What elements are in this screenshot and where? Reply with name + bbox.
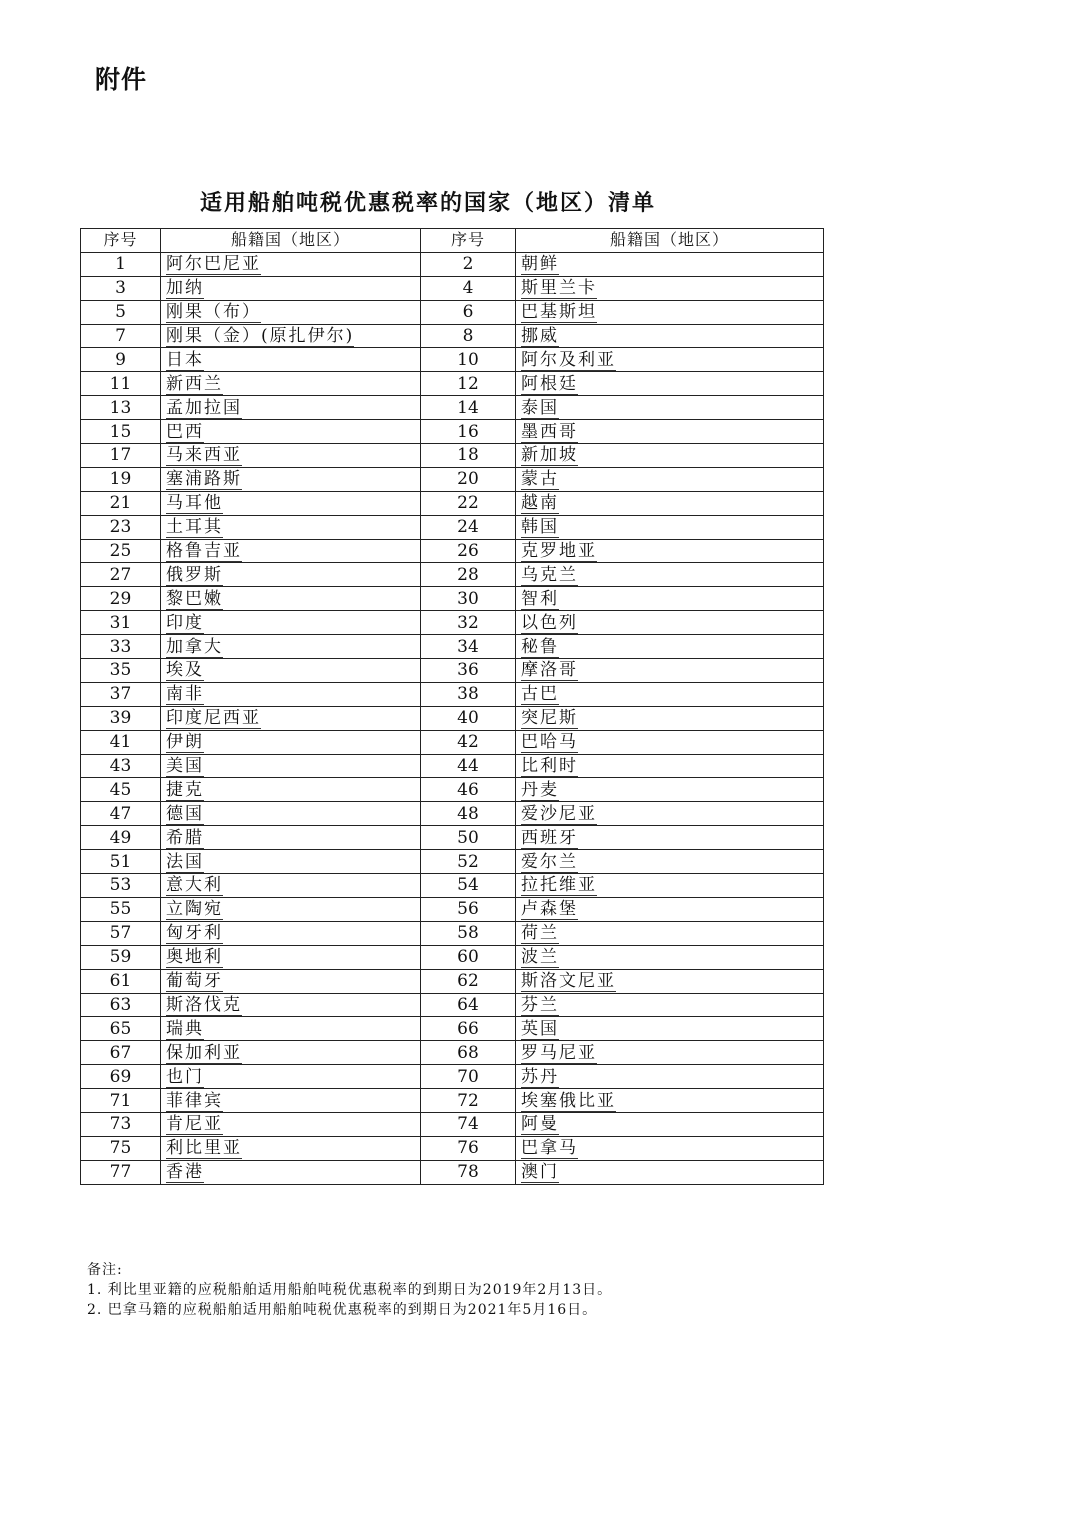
country-name-text: 刚果（布）	[166, 302, 261, 323]
country-name-cell	[516, 1089, 824, 1113]
table-row	[81, 444, 824, 468]
country-name-cell	[161, 754, 421, 778]
country-name-text: 葡萄牙	[166, 971, 223, 992]
country-name-text: 阿尔巴尼亚	[166, 254, 261, 275]
country-name-cell	[516, 1017, 824, 1041]
seq-number-cell: 34	[421, 635, 516, 659]
table-row	[81, 467, 824, 491]
country-name-cell	[161, 706, 421, 730]
seq-number-cell: 66	[421, 1017, 516, 1041]
seq-number-cell: 16	[421, 420, 516, 444]
country-name-cell	[516, 467, 824, 491]
country-name-cell	[161, 348, 421, 372]
seq-number-cell: 63	[81, 993, 161, 1017]
country-name-cell	[161, 826, 421, 850]
seq-number-cell: 62	[421, 969, 516, 993]
country-name-text: 巴西	[166, 421, 204, 442]
seq-number-cell: 37	[81, 682, 161, 706]
country-name-text: 巴拿马	[521, 1138, 578, 1159]
seq-number-cell: 1	[81, 252, 161, 276]
table-row	[81, 563, 824, 587]
country-name-cell	[516, 874, 824, 898]
country-name-cell	[516, 276, 824, 300]
country-name-cell	[516, 850, 824, 874]
country-name-cell	[516, 396, 824, 420]
country-name-text: 匈牙利	[166, 923, 223, 944]
seq-number-cell: 3	[81, 276, 161, 300]
country-name-text: 立陶宛	[166, 899, 223, 920]
table-row	[81, 706, 824, 730]
country-name-cell	[516, 563, 824, 587]
table-row	[81, 324, 824, 348]
seq-number-cell: 75	[81, 1136, 161, 1160]
seq-number-cell: 27	[81, 563, 161, 587]
table-row	[81, 993, 824, 1017]
country-name-cell	[161, 1112, 421, 1136]
country-name-text: 塞浦路斯	[166, 469, 242, 490]
seq-number-cell: 11	[81, 372, 161, 396]
table-row	[81, 897, 824, 921]
seq-number-cell: 24	[421, 515, 516, 539]
country-name-text: 克罗地亚	[521, 541, 597, 562]
seq-number-cell: 2	[421, 252, 516, 276]
seq-number-cell: 76	[421, 1136, 516, 1160]
seq-number-cell: 78	[421, 1160, 516, 1184]
country-name-cell	[161, 611, 421, 635]
country-name-cell	[161, 921, 421, 945]
seq-number-cell: 44	[421, 754, 516, 778]
country-name-text: 肯尼亚	[166, 1114, 223, 1135]
country-name-cell	[516, 1041, 824, 1065]
country-name-text: 伊朗	[166, 732, 204, 753]
seq-number-cell: 56	[421, 897, 516, 921]
country-name-text: 刚果（金）(原扎伊尔)	[166, 326, 355, 346]
country-header-right: 船籍国（地区）	[516, 229, 824, 253]
country-name-cell	[161, 993, 421, 1017]
country-name-cell	[161, 730, 421, 754]
country-name-cell	[516, 706, 824, 730]
seq-number-cell: 53	[81, 874, 161, 898]
seq-number-cell: 26	[421, 539, 516, 563]
table-row	[81, 874, 824, 898]
seq-number-cell: 60	[421, 945, 516, 969]
table-row	[81, 969, 824, 993]
table-row	[81, 850, 824, 874]
seq-number-cell: 19	[81, 467, 161, 491]
country-name-text: 印度	[166, 612, 204, 633]
country-name-text: 孟加拉国	[166, 397, 242, 418]
country-name-cell	[161, 897, 421, 921]
seq-number-cell: 46	[421, 778, 516, 802]
seq-number-cell: 21	[81, 491, 161, 515]
seq-number-cell: 32	[421, 611, 516, 635]
seq-number-cell: 64	[421, 993, 516, 1017]
seq-number-cell: 12	[421, 372, 516, 396]
table-row	[81, 252, 824, 276]
attachment-label: 附件	[95, 65, 148, 94]
seq-number-cell: 18	[421, 444, 516, 468]
country-name-text: 秘鲁	[521, 636, 559, 657]
country-name-cell	[161, 1089, 421, 1113]
country-name-text: 突尼斯	[521, 708, 578, 729]
country-name-cell	[516, 252, 824, 276]
seq-number-cell: 9	[81, 348, 161, 372]
country-name-text: 爱尔兰	[521, 851, 578, 872]
table-row	[81, 945, 824, 969]
country-name-text: 韩国	[521, 517, 559, 538]
table-row	[81, 611, 824, 635]
country-name-cell	[161, 874, 421, 898]
table-row	[81, 826, 824, 850]
table-row	[81, 396, 824, 420]
table-row	[81, 348, 824, 372]
seq-number-cell: 40	[421, 706, 516, 730]
seq-number-cell: 72	[421, 1089, 516, 1113]
country-name-text: 加拿大	[166, 636, 223, 657]
table-row	[81, 802, 824, 826]
table-row	[81, 1112, 824, 1136]
country-name-text: 斯洛文尼亚	[521, 971, 616, 992]
table-row	[81, 754, 824, 778]
seq-number-cell: 22	[421, 491, 516, 515]
table-row	[81, 730, 824, 754]
seq-number-cell: 6	[421, 300, 516, 324]
seq-number-cell: 5	[81, 300, 161, 324]
seq-number-cell: 59	[81, 945, 161, 969]
country-name-text: 阿根廷	[521, 373, 578, 394]
seq-number-cell: 52	[421, 850, 516, 874]
country-name-text: 荷兰	[521, 923, 559, 944]
country-name-text: 新加坡	[521, 445, 578, 466]
seq-number-cell: 61	[81, 969, 161, 993]
seq-number-cell: 38	[421, 682, 516, 706]
country-name-cell	[161, 802, 421, 826]
country-name-cell	[516, 802, 824, 826]
seq-number-cell: 45	[81, 778, 161, 802]
seq-number-cell: 31	[81, 611, 161, 635]
seq-number-cell: 68	[421, 1041, 516, 1065]
country-name-cell	[516, 300, 824, 324]
country-name-text: 斯里兰卡	[521, 278, 597, 299]
country-name-text: 朝鲜	[521, 254, 559, 275]
country-name-cell	[516, 969, 824, 993]
seq-number-cell: 73	[81, 1112, 161, 1136]
country-name-cell	[161, 300, 421, 324]
seq-number-cell: 67	[81, 1041, 161, 1065]
table-row	[81, 921, 824, 945]
country-name-cell	[516, 1112, 824, 1136]
seq-number-cell: 28	[421, 563, 516, 587]
seq-number-cell: 17	[81, 444, 161, 468]
country-name-cell	[161, 1041, 421, 1065]
seq-number-cell: 23	[81, 515, 161, 539]
table-row	[81, 300, 824, 324]
country-name-cell	[161, 778, 421, 802]
country-name-text: 香港	[166, 1162, 204, 1183]
table-row	[81, 1136, 824, 1160]
country-name-text: 英国	[521, 1018, 559, 1039]
country-name-text: 泰国	[521, 397, 559, 418]
country-name-text: 阿尔及利亚	[521, 349, 616, 370]
country-name-text: 墨西哥	[521, 421, 578, 442]
note-item-2: 2. 巴拿马籍的应税船舶适用船舶吨税优惠税率的到期日为2021年5月16日。	[87, 1302, 598, 1318]
seq-number-cell: 39	[81, 706, 161, 730]
seq-number-cell: 8	[421, 324, 516, 348]
country-name-text: 越南	[521, 493, 559, 514]
country-name-text: 乌克兰	[521, 564, 578, 585]
country-name-text: 马耳他	[166, 493, 223, 514]
seq-number-cell: 30	[421, 587, 516, 611]
table-row	[81, 1017, 824, 1041]
document-title: 适用船舶吨税优惠税率的国家（地区）清单	[200, 190, 657, 216]
country-name-cell	[516, 324, 824, 348]
seq-number-cell: 42	[421, 730, 516, 754]
country-name-cell	[516, 348, 824, 372]
country-name-cell	[516, 635, 824, 659]
country-name-text: 意大利	[166, 875, 223, 896]
country-name-cell	[161, 444, 421, 468]
seq-number-cell: 10	[421, 348, 516, 372]
country-name-text: 新西兰	[166, 373, 223, 394]
seq-number-cell: 15	[81, 420, 161, 444]
table-row	[81, 515, 824, 539]
seq-number-cell: 71	[81, 1089, 161, 1113]
country-name-text: 苏丹	[521, 1066, 559, 1087]
country-name-cell	[516, 420, 824, 444]
seq-header-right: 序号	[421, 229, 516, 253]
country-name-cell	[161, 324, 421, 348]
country-name-text: 黎巴嫩	[166, 588, 223, 609]
seq-number-cell: 36	[421, 659, 516, 683]
country-name-cell	[516, 945, 824, 969]
country-name-cell	[161, 420, 421, 444]
country-name-cell	[161, 1017, 421, 1041]
table-row	[81, 587, 824, 611]
country-name-cell	[161, 587, 421, 611]
table-header-row	[81, 229, 824, 253]
table-row	[81, 1041, 824, 1065]
country-name-cell	[161, 1065, 421, 1089]
seq-number-cell: 33	[81, 635, 161, 659]
country-name-cell	[516, 1136, 824, 1160]
country-name-cell	[161, 467, 421, 491]
seq-number-cell: 54	[421, 874, 516, 898]
country-name-cell	[161, 1136, 421, 1160]
seq-number-cell: 69	[81, 1065, 161, 1089]
country-name-text: 利比里亚	[166, 1138, 242, 1159]
country-name-text: 奥地利	[166, 947, 223, 968]
country-name-cell	[161, 491, 421, 515]
country-name-text: 蒙古	[521, 469, 559, 490]
country-name-cell	[161, 252, 421, 276]
seq-number-cell: 43	[81, 754, 161, 778]
country-name-cell	[516, 539, 824, 563]
table-row	[81, 491, 824, 515]
country-name-text: 波兰	[521, 947, 559, 968]
table-row	[81, 539, 824, 563]
country-name-text: 巴基斯坦	[521, 302, 597, 323]
country-name-cell	[516, 587, 824, 611]
table-row	[81, 682, 824, 706]
country-name-text: 芬兰	[521, 994, 559, 1015]
seq-number-cell: 50	[421, 826, 516, 850]
seq-number-cell: 49	[81, 826, 161, 850]
country-name-cell	[516, 444, 824, 468]
country-name-cell	[161, 945, 421, 969]
country-name-cell	[516, 826, 824, 850]
country-name-cell	[516, 730, 824, 754]
country-name-text: 俄罗斯	[166, 564, 223, 585]
seq-header-left: 序号	[81, 229, 161, 253]
country-name-text: 埃及	[166, 660, 204, 681]
country-name-cell	[161, 1160, 421, 1184]
country-name-text: 挪威	[521, 326, 559, 346]
table-row	[81, 1160, 824, 1184]
country-name-text: 南非	[166, 684, 204, 705]
country-name-cell	[161, 969, 421, 993]
country-header-left: 船籍国（地区）	[161, 229, 421, 253]
country-name-text: 罗马尼亚	[521, 1042, 597, 1063]
country-name-cell	[516, 778, 824, 802]
seq-number-cell: 35	[81, 659, 161, 683]
country-name-cell	[161, 276, 421, 300]
country-name-text: 也门	[166, 1066, 204, 1087]
notes-section	[87, 1260, 612, 1320]
seq-number-cell: 13	[81, 396, 161, 420]
country-name-text: 日本	[166, 349, 204, 370]
seq-number-cell: 41	[81, 730, 161, 754]
country-name-text: 菲律宾	[166, 1090, 223, 1111]
notes-heading: 备注:	[87, 1262, 123, 1278]
seq-number-cell: 48	[421, 802, 516, 826]
seq-number-cell: 65	[81, 1017, 161, 1041]
seq-number-cell: 7	[81, 324, 161, 348]
seq-number-cell: 74	[421, 1112, 516, 1136]
country-name-text: 马来西亚	[166, 445, 242, 466]
country-name-text: 智利	[521, 588, 559, 609]
seq-number-cell: 51	[81, 850, 161, 874]
country-name-cell	[516, 372, 824, 396]
seq-number-cell: 57	[81, 921, 161, 945]
country-name-cell	[516, 754, 824, 778]
country-name-text: 土耳其	[166, 517, 223, 538]
table-row	[81, 659, 824, 683]
country-name-cell	[161, 563, 421, 587]
country-name-cell	[516, 1160, 824, 1184]
seq-number-cell: 14	[421, 396, 516, 420]
country-name-text: 拉托维亚	[521, 875, 597, 896]
note-item-1: 1. 利比里亚籍的应税船舶适用船舶吨税优惠税率的到期日为2019年2月13日。	[87, 1282, 613, 1298]
country-name-text: 澳门	[521, 1162, 559, 1183]
country-name-cell	[161, 635, 421, 659]
seq-number-cell: 4	[421, 276, 516, 300]
country-name-text: 卢森堡	[521, 899, 578, 920]
country-name-text: 斯洛伐克	[166, 994, 242, 1015]
table-row	[81, 778, 824, 802]
country-name-text: 以色列	[521, 612, 578, 633]
country-name-text: 古巴	[521, 684, 559, 705]
seq-number-cell: 70	[421, 1065, 516, 1089]
seq-number-cell: 20	[421, 467, 516, 491]
seq-number-cell: 55	[81, 897, 161, 921]
country-name-cell	[161, 372, 421, 396]
country-name-cell	[161, 539, 421, 563]
country-name-text: 美国	[166, 756, 204, 777]
country-list-table	[80, 228, 824, 1185]
seq-number-cell: 47	[81, 802, 161, 826]
country-name-text: 丹麦	[521, 779, 559, 800]
table-row	[81, 420, 824, 444]
country-name-text: 摩洛哥	[521, 660, 578, 681]
country-name-cell	[516, 611, 824, 635]
table-row	[81, 1089, 824, 1113]
country-name-text: 比利时	[521, 756, 578, 777]
country-name-cell	[516, 491, 824, 515]
seq-number-cell: 77	[81, 1160, 161, 1184]
country-name-text: 爱沙尼亚	[521, 803, 597, 824]
country-name-text: 法国	[166, 851, 204, 872]
country-name-cell	[516, 993, 824, 1017]
country-name-text: 瑞典	[166, 1018, 204, 1039]
table-row	[81, 372, 824, 396]
table-row	[81, 635, 824, 659]
country-name-cell	[516, 659, 824, 683]
country-name-text: 巴哈马	[521, 732, 578, 753]
country-name-cell	[516, 1065, 824, 1089]
seq-number-cell: 25	[81, 539, 161, 563]
table-row	[81, 276, 824, 300]
country-name-text: 保加利亚	[166, 1042, 242, 1063]
country-name-cell	[516, 897, 824, 921]
country-name-cell	[516, 921, 824, 945]
country-name-cell	[161, 396, 421, 420]
country-name-cell	[161, 515, 421, 539]
country-name-text: 捷克	[166, 779, 204, 800]
country-name-text: 印度尼西亚	[166, 708, 261, 729]
country-name-text: 阿曼	[521, 1114, 559, 1135]
country-name-text: 德国	[166, 803, 204, 824]
country-name-text: 希腊	[166, 827, 204, 848]
country-name-cell	[161, 850, 421, 874]
seq-number-cell: 58	[421, 921, 516, 945]
country-name-cell	[161, 682, 421, 706]
table-row	[81, 1065, 824, 1089]
country-name-text: 西班牙	[521, 827, 578, 848]
country-name-text: 加纳	[166, 278, 204, 299]
country-name-text: 格鲁吉亚	[166, 541, 242, 562]
seq-number-cell: 29	[81, 587, 161, 611]
country-name-cell	[516, 682, 824, 706]
country-name-cell	[516, 515, 824, 539]
country-name-cell	[161, 659, 421, 683]
country-name-text: 埃塞俄比亚	[521, 1090, 616, 1111]
